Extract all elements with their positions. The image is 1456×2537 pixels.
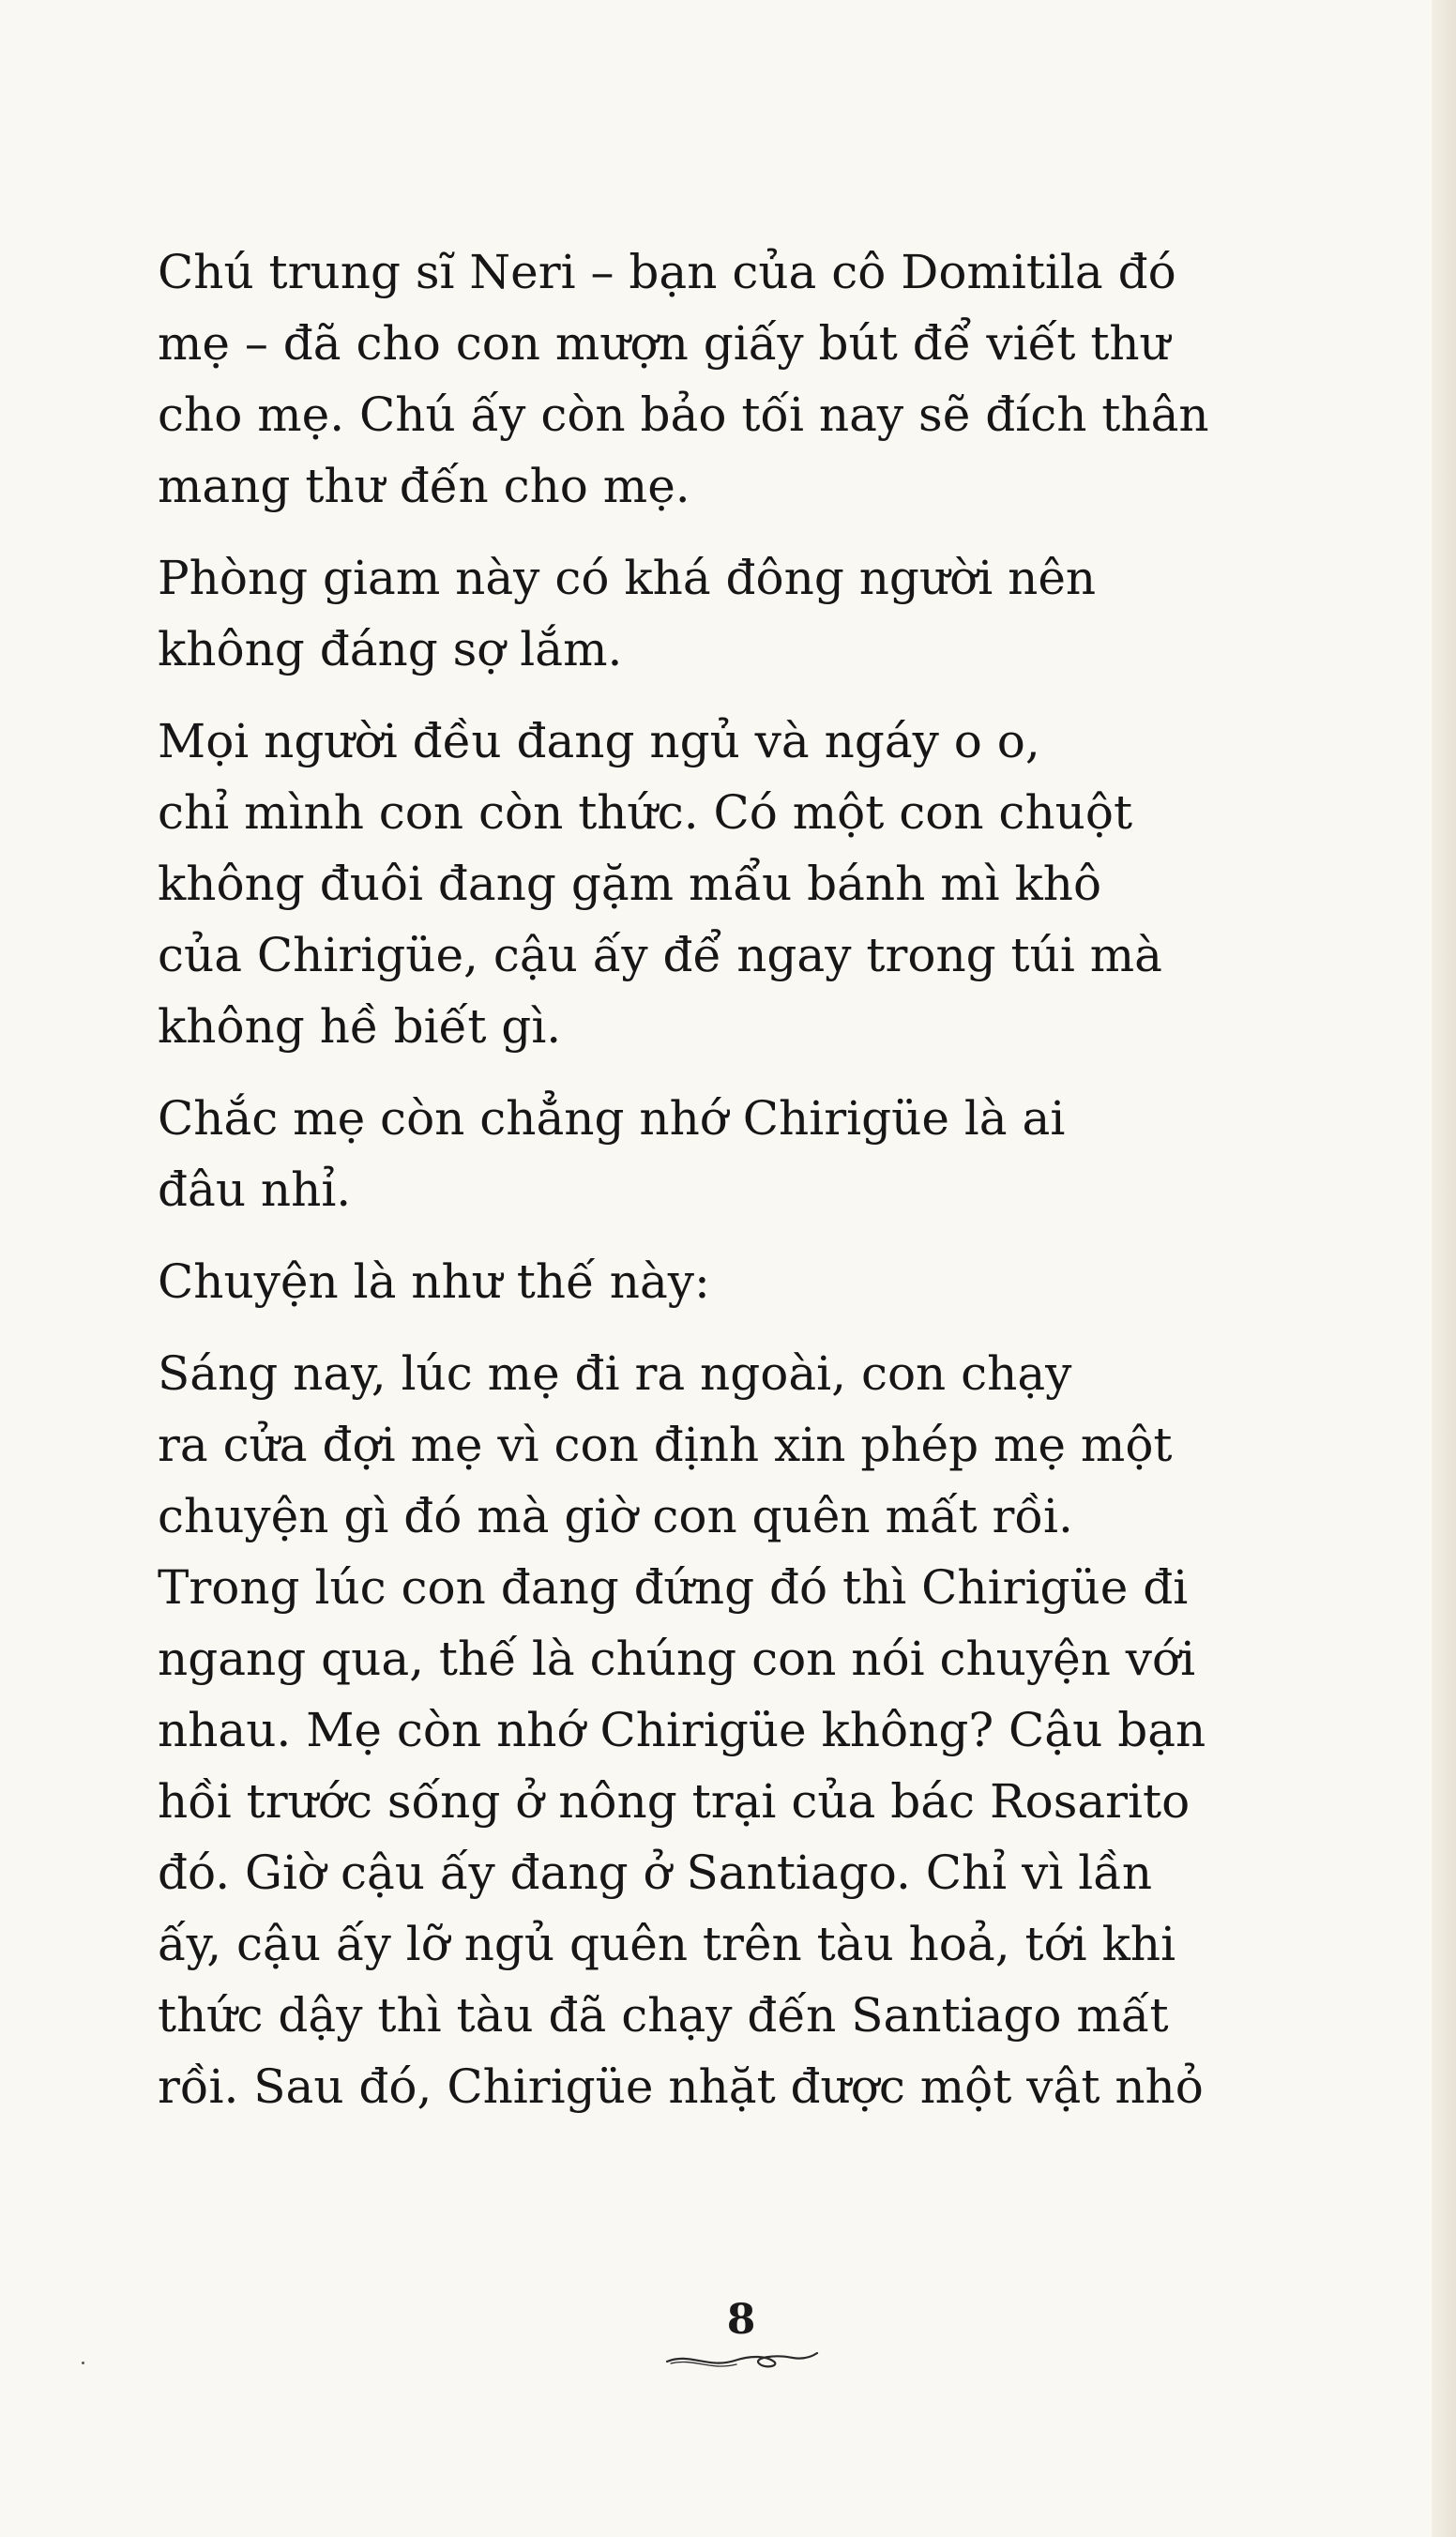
paragraph [158,1338,1283,2122]
text-line: rồi. Sau đó, Chirigüe nhặt được một vật nhỏ [158,2059,1204,2114]
text-line: của Chirigüe, cậu ấy để ngay trong túi mà [158,928,1162,982]
text-line: không đáng sợ lắm. [158,622,623,676]
text-line: hồi trước sống ở nông trại của bác Rosarito [158,1774,1191,1829]
text-line: đó. Giờ cậu ấy đang ở Santiago. Chỉ vì lần [158,1846,1153,1900]
paragraph [158,236,1283,522]
text-line: thức dậy thì tàu đã chạy đến Santiago mất [158,1988,1169,2043]
text-line: nhau. Mẹ còn nhớ Chirigüe không? Cậu bạn [158,1703,1206,1757]
page-number: 8 [726,2296,756,2344]
text-line: mẹ – đã cho con mượn giấy bút để viết thư [158,316,1170,371]
text-line: không hề biết gì. [158,999,562,1054]
text-line: không đuôi đang gặm mẩu bánh mì khô [158,857,1102,911]
text-line: đâu nhỉ. [158,1162,352,1217]
text-line: chuyện gì đó mà giờ con quên mất rồi. [158,1489,1073,1543]
text-line: ngang qua, thế là chúng con nói chuyện với [158,1632,1196,1686]
paragraph [158,706,1283,1062]
text-line: chỉ mình con còn thức. Có một con chuột [158,785,1133,840]
flourish-ornament-icon [661,2348,821,2373]
text-line: Phòng giam này có khá đông người nên [158,551,1097,605]
text-line: cho mẹ. Chú ấy còn bảo tối nay sẽ đích thân [158,387,1209,442]
text-line: ra cửa đợi mẹ vì con định xin phép mẹ một [158,1418,1173,1472]
speck [82,2362,84,2364]
text-line: Trong lúc con đang đứng đó thì Chirigüe đi [158,1560,1189,1615]
text-line: Chú trung sĩ Neri – bạn của cô Domitila đó [158,245,1176,299]
text-line: Chuyện là như thế này: [158,1254,710,1309]
text-line: Chắc mẹ còn chẳng nhớ Chirigüe là ai [158,1091,1066,1146]
text-line: Mọi người đều đang ngủ và ngáy o o, [158,714,1040,768]
page-footer [657,2294,826,2373]
paragraph [158,1083,1283,1225]
body-text [158,236,1283,2143]
paragraph [158,542,1283,685]
text-line: Sáng nay, lúc mẹ đi ra ngoài, con chạy [158,1346,1072,1401]
text-line: ấy, cậu ấy lỡ ngủ quên trên tàu hoả, tới khi [158,1917,1176,1971]
paragraph [158,1246,1283,1317]
text-line: mang thư đến cho mẹ. [158,459,690,513]
page-edge-shadow [1432,0,1456,2537]
